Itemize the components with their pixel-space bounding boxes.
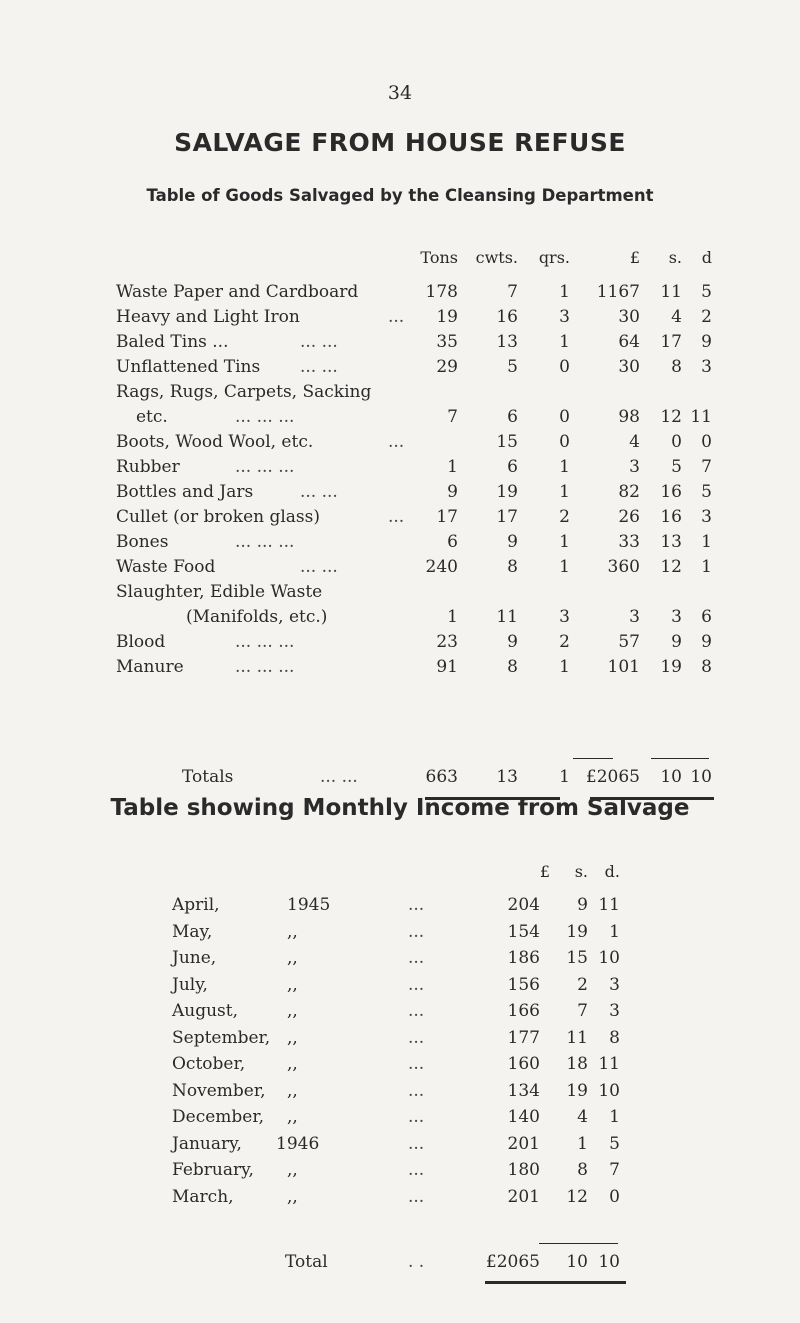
row-leader: ... <box>408 1107 425 1127</box>
row-leader: ... <box>388 507 405 527</box>
cell-qrs: 2 <box>559 632 570 652</box>
cell-cwts: 6 <box>507 407 518 427</box>
cell-pence: 2 <box>701 307 712 327</box>
table1-title: Table of Goods Salvaged by the Cleansing Department <box>146 186 654 205</box>
cell-qrs: 3 <box>559 607 570 627</box>
cell-shillings: 4 <box>577 1107 588 1127</box>
row-label: Boots, Wood Wool, etc. <box>116 432 314 452</box>
month-label: September, <box>172 1027 271 1048</box>
cell-pounds: 82 <box>618 482 640 502</box>
month-label: May, <box>172 921 213 942</box>
header-pounds: £ <box>539 862 550 881</box>
month-label: December, <box>172 1107 264 1127</box>
cell-pence: 7 <box>609 1160 620 1180</box>
header-shillings: s. <box>668 248 682 267</box>
year-label: ,, <box>287 1027 298 1048</box>
header-qrs: qrs. <box>538 248 570 267</box>
cell-pounds: 360 <box>607 557 640 577</box>
cell-pence: 5 <box>609 1133 620 1154</box>
cell-pence: 1 <box>609 1107 620 1127</box>
header-pence: d <box>701 248 712 267</box>
cell-shillings: 9 <box>671 632 682 652</box>
total-pence: 10 <box>690 767 712 787</box>
cell-shillings: 19 <box>660 657 682 677</box>
row-leader: ... ... ... <box>235 407 295 427</box>
cell-shillings: 12 <box>660 407 682 427</box>
year-label: ,, <box>287 948 298 968</box>
cell-shillings: 9 <box>577 895 588 915</box>
total-leader: ... ... <box>320 767 358 787</box>
row-label: Baled Tins ... <box>116 332 229 352</box>
cell-shillings: 18 <box>566 1054 588 1074</box>
row-leader: ... <box>408 948 425 968</box>
row-leader: ... <box>408 895 425 915</box>
cell-pounds: 160 <box>507 1054 540 1074</box>
cell-pounds: 33 <box>618 532 640 552</box>
total-pence: 10 <box>598 1252 620 1272</box>
cell-cwts: 15 <box>496 432 518 452</box>
cell-shillings: 11 <box>566 1027 588 1048</box>
header-shillings: s. <box>574 862 588 881</box>
row-label: Cullet (or broken glass) <box>116 507 321 527</box>
year-label: ,, <box>287 1186 298 1207</box>
cell-shillings: 7 <box>577 1001 588 1021</box>
total-tons: 663 <box>425 767 458 787</box>
cell-qrs: 1 <box>559 532 570 552</box>
cell-qrs: 1 <box>559 557 570 577</box>
cell-qrs: 0 <box>559 432 570 452</box>
cell-shillings: 8 <box>577 1160 588 1180</box>
row-leader: ... <box>408 1080 425 1101</box>
cell-shillings: 2 <box>577 974 588 995</box>
page-title: SALVAGE FROM HOUSE REFUSE <box>174 128 626 157</box>
row-label: Slaughter, Edible Waste <box>116 582 323 602</box>
cell-pounds: 64 <box>618 332 640 352</box>
row-leader: ... <box>388 432 405 452</box>
cell-pence: 1 <box>701 532 712 552</box>
cell-pounds: 186 <box>507 948 540 968</box>
cell-tons: 17 <box>436 507 458 527</box>
cell-qrs: 1 <box>559 482 570 502</box>
cell-pounds: 180 <box>507 1160 540 1180</box>
cell-shillings: 5 <box>671 457 682 477</box>
cell-pence: 1 <box>609 921 620 942</box>
cell-pounds: 30 <box>618 357 640 377</box>
month-label: November, <box>172 1080 266 1101</box>
cell-pounds: 154 <box>507 921 540 942</box>
cell-cwts: 19 <box>496 482 518 502</box>
cell-pounds: 166 <box>507 1001 540 1021</box>
header-pounds: £ <box>629 248 640 267</box>
row-label: Bones <box>116 532 169 552</box>
cell-pence: 3 <box>701 507 712 527</box>
cell-pounds: 30 <box>618 307 640 327</box>
row-leader: ... <box>408 1160 425 1180</box>
cell-shillings: 8 <box>671 357 682 377</box>
total-label: Totals <box>182 767 234 787</box>
cell-shillings: 13 <box>660 532 682 552</box>
total-pounds: £2065 <box>485 1252 540 1272</box>
total-pounds: £2065 <box>585 767 640 787</box>
year-label: ,, <box>287 1107 298 1127</box>
month-label: February, <box>172 1160 254 1180</box>
cell-tons: 91 <box>436 657 458 677</box>
table-row <box>0 922 800 946</box>
cell-tons: 178 <box>425 282 458 302</box>
total-label: Total <box>285 1252 328 1272</box>
cell-pence: 5 <box>701 282 712 302</box>
row-leader: ... <box>408 1186 425 1207</box>
row-label: Blood <box>116 632 166 652</box>
cell-pence: 3 <box>701 357 712 377</box>
cell-pence: 0 <box>609 1186 620 1207</box>
cell-tons: 240 <box>425 557 458 577</box>
cell-shillings: 16 <box>660 507 682 527</box>
cell-cwts: 9 <box>507 532 518 552</box>
subtotal-rule <box>539 1243 618 1244</box>
cell-pounds: 26 <box>618 507 640 527</box>
year-label: 1946 <box>276 1133 320 1154</box>
cell-shillings: 3 <box>671 607 682 627</box>
header-cwts: cwts. <box>475 248 518 267</box>
cell-pounds: 201 <box>507 1133 540 1154</box>
cell-pence: 5 <box>701 482 712 502</box>
row-leader: ... <box>408 921 425 942</box>
cell-cwts: 9 <box>507 632 518 652</box>
total-shillings: 10 <box>566 1252 588 1272</box>
row-label: Rags, Rugs, Carpets, Sacking <box>116 382 372 402</box>
cell-tons: 6 <box>447 532 458 552</box>
cell-pounds: 4 <box>629 432 640 452</box>
year-label: ,, <box>287 921 298 942</box>
cell-tons: 9 <box>447 482 458 502</box>
row-label: Waste Food <box>116 557 216 577</box>
cell-pence: 8 <box>609 1027 620 1048</box>
cell-qrs: 0 <box>559 357 570 377</box>
total-leader: . . <box>408 1252 425 1272</box>
cell-pence: 9 <box>701 632 712 652</box>
cell-cwts: 17 <box>496 507 518 527</box>
cell-shillings: 0 <box>671 432 682 452</box>
cell-pounds: 1167 <box>596 282 640 302</box>
cell-pence: 6 <box>701 607 712 627</box>
cell-pounds: 57 <box>618 632 640 652</box>
row-leader: ... ... ... <box>235 632 295 652</box>
cell-pence: 10 <box>598 948 620 968</box>
table-row <box>0 1134 800 1158</box>
cell-shillings: 12 <box>566 1186 588 1207</box>
page-number: 34 <box>387 82 413 104</box>
year-label: 1945 <box>287 895 331 915</box>
year-label: ,, <box>287 974 298 995</box>
row-leader: ... ... ... <box>235 657 295 677</box>
cell-tons: 29 <box>436 357 458 377</box>
cell-shillings: 16 <box>660 482 682 502</box>
header-tons: Tons <box>420 248 458 267</box>
cell-tons: 1 <box>447 607 458 627</box>
table-row <box>0 975 800 999</box>
cell-cwts: 8 <box>507 657 518 677</box>
cell-qrs: 1 <box>559 282 570 302</box>
row-leader: ... <box>408 1027 425 1048</box>
row-leader: ... ... ... <box>235 457 295 477</box>
row-leader: ... ... <box>300 482 338 502</box>
month-label: October, <box>172 1054 246 1074</box>
total-double-rule <box>485 1281 626 1284</box>
row-leader: ... <box>408 1054 425 1074</box>
cell-tons: 19 <box>436 307 458 327</box>
row-label: Manure <box>116 657 184 677</box>
table-row <box>0 1028 800 1052</box>
row-leader: ... <box>408 974 425 995</box>
cell-pounds: 140 <box>507 1107 540 1127</box>
cell-cwts: 8 <box>507 557 518 577</box>
cell-pounds: 98 <box>618 407 640 427</box>
year-label: ,, <box>287 1054 298 1074</box>
row-leader: ... <box>408 1001 425 1021</box>
total-cwts: 13 <box>496 767 518 787</box>
row-leader: ... ... ... <box>235 532 295 552</box>
table-row <box>0 1054 800 1078</box>
cell-shillings: 19 <box>566 921 588 942</box>
cell-pence: 11 <box>690 407 712 427</box>
cell-cwts: 11 <box>496 607 518 627</box>
row-leader: ... <box>408 1133 425 1154</box>
month-label: April, <box>172 895 220 915</box>
cell-qrs: 1 <box>559 657 570 677</box>
cell-shillings: 11 <box>660 282 682 302</box>
cell-pence: 3 <box>609 1001 620 1021</box>
cell-pence: 10 <box>598 1080 620 1101</box>
table-row <box>0 1187 800 1211</box>
row-label: Bottles and Jars <box>116 482 254 502</box>
cell-shillings: 19 <box>566 1080 588 1101</box>
row-label: Unflattened Tins <box>116 357 261 377</box>
cell-shillings: 12 <box>660 557 682 577</box>
cell-cwts: 16 <box>496 307 518 327</box>
cell-qrs: 1 <box>559 457 570 477</box>
cell-shillings: 4 <box>671 307 682 327</box>
cell-pounds: 204 <box>507 895 540 915</box>
cell-qrs: 2 <box>559 507 570 527</box>
cell-qrs: 1 <box>559 332 570 352</box>
cell-pence: 0 <box>701 432 712 452</box>
cell-pence: 3 <box>609 974 620 995</box>
row-leader: ... ... <box>300 332 338 352</box>
cell-cwts: 13 <box>496 332 518 352</box>
month-label: August, <box>172 1001 239 1021</box>
row-label: Heavy and Light Iron <box>116 307 300 327</box>
year-label: ,, <box>287 1001 298 1021</box>
table-row <box>0 1081 800 1105</box>
row-label: (Manifolds, etc.) <box>186 607 328 627</box>
cell-tons: 23 <box>436 632 458 652</box>
cell-tons: 35 <box>436 332 458 352</box>
table-row <box>0 1107 800 1131</box>
cell-shillings: 17 <box>660 332 682 352</box>
cell-pounds: 156 <box>507 974 540 995</box>
row-leader: ... ... <box>300 557 338 577</box>
cell-pounds: 3 <box>629 457 640 477</box>
table2-header-row <box>0 862 800 886</box>
cell-pence: 8 <box>701 657 712 677</box>
total-shillings: 10 <box>660 767 682 787</box>
header-pence: d. <box>604 862 620 881</box>
cell-pence: 9 <box>701 332 712 352</box>
cell-pounds: 3 <box>629 607 640 627</box>
cell-cwts: 5 <box>507 357 518 377</box>
table-row <box>0 1001 800 1025</box>
year-label: ,, <box>287 1080 298 1101</box>
cell-qrs: 3 <box>559 307 570 327</box>
row-label: Waste Paper and Cardboard <box>116 282 359 302</box>
month-label: June, <box>172 948 217 968</box>
cell-qrs: 0 <box>559 407 570 427</box>
cell-cwts: 6 <box>507 457 518 477</box>
month-label: July, <box>172 974 208 995</box>
month-label: January, <box>172 1133 242 1154</box>
total-qrs: 1 <box>559 767 570 787</box>
cell-pounds: 201 <box>507 1186 540 1207</box>
row-leader: ... ... <box>300 357 338 377</box>
row-label: etc. <box>136 407 168 427</box>
cell-pounds: 177 <box>507 1027 540 1048</box>
cell-pence: 1 <box>701 557 712 577</box>
table2-title: Table showing Monthly Income from Salvage <box>110 795 690 821</box>
cell-pounds: 134 <box>507 1080 540 1101</box>
cell-tons: 1 <box>447 457 458 477</box>
table-row <box>0 895 800 919</box>
row-leader: ... <box>388 307 405 327</box>
cell-pence: 11 <box>598 1054 620 1074</box>
cell-shillings: 15 <box>566 948 588 968</box>
table2-total-row <box>0 1252 800 1276</box>
month-label: March, <box>172 1186 234 1207</box>
cell-cwts: 7 <box>507 282 518 302</box>
table-row <box>0 1160 800 1184</box>
cell-pence: 7 <box>701 457 712 477</box>
row-label: Rubber <box>116 457 180 477</box>
cell-pounds: 101 <box>607 657 640 677</box>
year-label: ,, <box>287 1160 298 1180</box>
cell-pence: 11 <box>598 895 620 915</box>
cell-tons: 7 <box>447 407 458 427</box>
table-row <box>0 948 800 972</box>
cell-shillings: 1 <box>577 1133 588 1154</box>
